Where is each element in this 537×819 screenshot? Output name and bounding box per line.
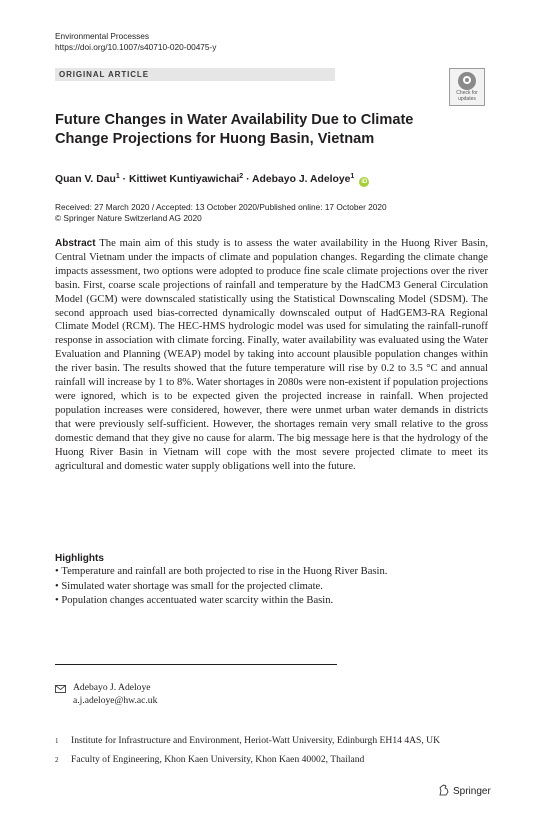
affiliation-text: Institute for Infrastructure and Environment, Heriot-Watt University, Edinburgh EH14 4AS, UK bbox=[71, 735, 441, 746]
highlight-item: • Temperature and rainfall are both projected to rise in the Huong River Basin. bbox=[55, 565, 488, 580]
copyright-line: © Springer Nature Switzerland AG 2020 bbox=[55, 213, 202, 223]
author-separator: · bbox=[246, 174, 250, 185]
author-affiliation-mark: 2 bbox=[239, 173, 244, 180]
doi-link[interactable]: https://doi.org/10.1007/s40710-020-00475-y bbox=[55, 42, 217, 52]
publisher-name: Springer bbox=[453, 786, 491, 797]
author-affiliation-mark: 1 bbox=[115, 173, 120, 180]
check-for-updates-badge[interactable] bbox=[449, 68, 485, 106]
author-name[interactable]: Kittiwet Kuntiyawichai bbox=[128, 174, 240, 185]
springer-horse-icon bbox=[438, 784, 450, 796]
orcid-icon[interactable]: iD bbox=[361, 179, 368, 185]
history-dates: Received: 27 March 2020 / Accepted: 13 October 2020/Published online: 17 October 2020 bbox=[55, 202, 387, 212]
journal-header bbox=[55, 31, 216, 53]
abstract bbox=[55, 237, 488, 473]
highlights-title: Highlights bbox=[55, 553, 104, 564]
abstract-label: Abstract bbox=[55, 238, 96, 249]
check-updates-label: Check for updates bbox=[456, 90, 478, 102]
publication-dates bbox=[55, 202, 387, 224]
publisher-logo bbox=[438, 784, 491, 799]
highlight-item: • Simulated water shortage was small for the projected climate. bbox=[55, 580, 488, 595]
affiliation-2 bbox=[55, 754, 365, 766]
author-list bbox=[55, 170, 369, 187]
corresponding-author bbox=[73, 681, 157, 708]
author-affiliation-mark: 1 bbox=[350, 173, 355, 180]
highlight-item: • Population changes accentuated water scarcity within the Basin. bbox=[55, 594, 488, 609]
highlights-list bbox=[55, 565, 488, 609]
affiliation-number: 2 bbox=[55, 756, 59, 764]
article-type-banner: ORIGINAL ARTICLE bbox=[55, 68, 335, 81]
check-updates-icon bbox=[458, 72, 476, 90]
article-title: Future Changes in Water Availability Due to Climate Change Projections for Huong Basin, Vietnam bbox=[55, 112, 414, 147]
envelope-icon bbox=[55, 685, 66, 693]
author-separator: · bbox=[122, 174, 127, 185]
journal-name: Environmental Processes bbox=[55, 31, 150, 41]
affiliation-number: 1 bbox=[55, 737, 59, 745]
abstract-text: The main aim of this study is to assess the water availability in the Huong River Basin, Central Vietnam under the impacts of climate and population changes. Regarding the climate change impacts assessment, two options were adopted to produce fine scale climate projections over the river basin. First, coarse scale projections of rainfall and temperature by the HadCM3 General Circulation Model (GCM) were downscaled statistically using the Statistical Downscaling Model (SDSM). The second approach used bias-corrected dynamically downscaled output of HadGEM3-RA Regional Climate Model (RCM). The HEC-HMS hydrologic model was used for simulating the rainfall-runoff response in association with climate forcing. Finally, water availability was evaluated using the Water Evaluation and Planning (WEAP) model by taking into account plausible population changes within the river basin. The results showed that the future temperature will rise by 0.2 to 3.5 °C and annual rainfall will increase by 1 to 8%. Water shortages in 2080s were non-existent if population projections were ignored, which is to be expected given the projected increase in rainfall. When projected population increases were considered, however, there were unmet urban water demands in districts that were previously self-sufficient. However, the shortages remain very small relative to the gross domestic demand that they give no cause for alarm. The big message here is that the hydrology of the Huong River Basin in Vietnam will cope with the most severe projected climate to meet its agricultural and domestic water supply obligations well into the future. bbox=[55, 238, 488, 472]
affiliation-1 bbox=[55, 735, 441, 747]
affiliation-text: Faculty of Engineering, Khon Kaen University, Khon Kaen 40002, Thailand bbox=[71, 754, 365, 765]
corresponding-name: Adebayo J. Adeloye bbox=[73, 682, 151, 693]
footnote-divider bbox=[55, 664, 337, 665]
corresponding-email[interactable]: a.j.adeloye@hw.ac.uk bbox=[73, 695, 158, 707]
author-name[interactable]: Adebayo J. Adeloye bbox=[252, 174, 351, 185]
author-name[interactable]: Quan V. Dau bbox=[55, 174, 116, 185]
